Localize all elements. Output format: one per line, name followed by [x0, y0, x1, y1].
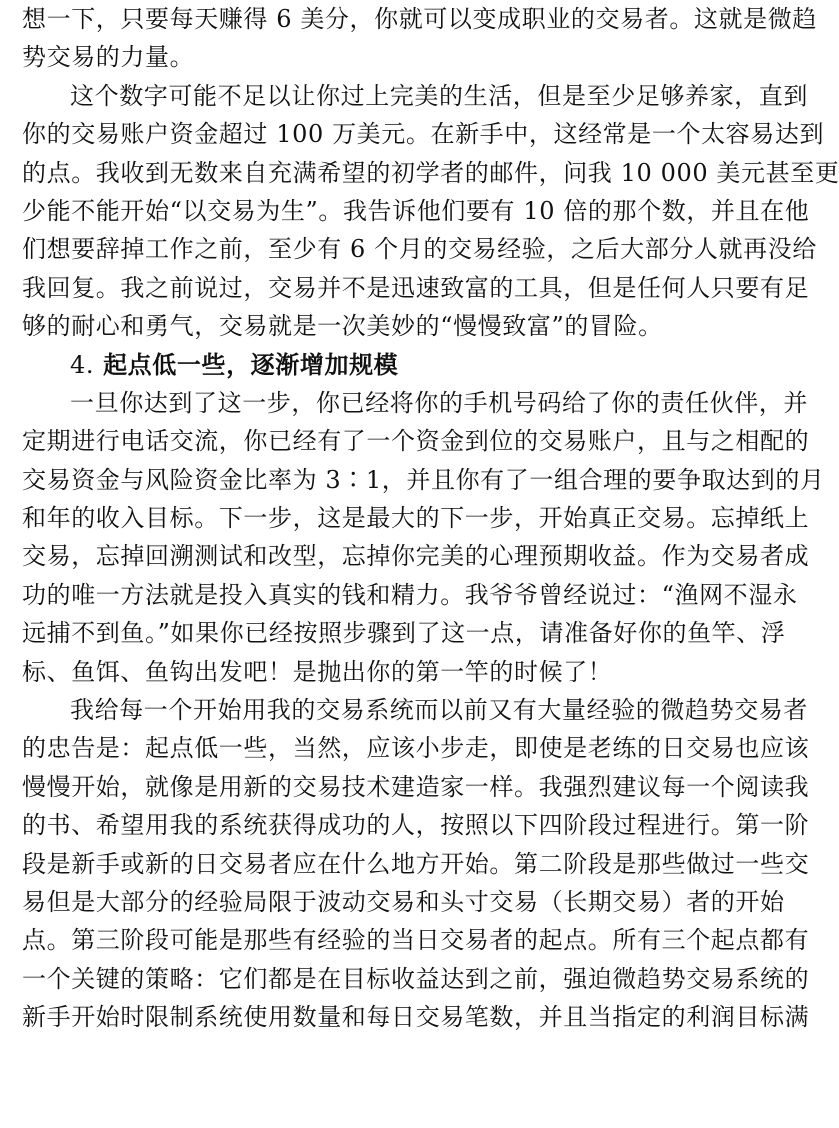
text-line: 交易，忘掉回溯测试和改型，忘掉你完美的心理预期收益。作为交易者成: [22, 542, 810, 571]
paragraph: [22, 0, 817, 77]
paragraph: [22, 691, 810, 1037]
paragraph: [22, 77, 839, 346]
text-line: 功的唯一方法就是投入真实的钱和精力。我爷爷曾经说过：“渔网不湿永: [22, 580, 798, 609]
text-line: 标、鱼饵、鱼钩出发吧！是抛出你的第一竿的时候了！: [22, 657, 613, 686]
text-line: 势交易的力量。: [22, 43, 195, 72]
text-line: 新手开始时限制系统使用数量和每日交易笔数，并且当指定的利润目标满: [22, 1003, 810, 1032]
paragraph: [22, 384, 825, 691]
text-line: 远捕不到鱼。”如果你已经按照步骤到了这一点，请准备好你的鱼竿、浮: [22, 619, 786, 648]
text-line: 的点。我收到无数来自充满希望的初学者的邮件，问我 10 000 美元甚至更: [22, 158, 839, 187]
text-line: 一旦你达到了这一步，你已经将你的手机号码给了你的责任伙伴，并: [70, 388, 808, 417]
section-heading: [22, 346, 732, 384]
text-line: 的书、希望用我的系统获得成功的人，按照以下四阶段过程进行。第一阶: [22, 811, 810, 840]
text-line: 够的耐心和勇气，交易就是一次美妙的“慢慢致富”的冒险。: [22, 312, 663, 341]
text-line: 易但是大部分的经验局限于波动交易和头寸交易（长期交易）者的开始: [22, 887, 785, 916]
text-line: 交易资金与风险资金比率为 3∶1，并且你有了一组合理的要争取达到的月: [22, 465, 825, 494]
text-line: 一个关键的策略：它们都是在目标收益达到之前，强迫微趋势交易系统的: [22, 964, 810, 993]
text-line: 想一下，只要每天赚得 6 美分，你就可以变成职业的交易者。这就是微趋: [22, 5, 817, 33]
book-page: [22, 0, 839, 1037]
text-line: 我给每一个开始用我的交易系统而以前又有大量经验的微趋势交易者: [70, 696, 808, 725]
text-line: 你的交易账户资金超过 100 万美元。在新手中，这经常是一个太容易达到: [22, 120, 825, 149]
text-line: 段是新手或新的日交易者应在什么地方开始。第二阶段是那些做过一些交: [22, 849, 810, 878]
text-line: 我回复。我之前说过，交易并不是迅速致富的工具，但是任何人只要有足: [22, 273, 810, 302]
section-title: 起点低一些，逐渐增加规模: [103, 350, 399, 379]
text-line: 点。第三阶段可能是那些有经验的当日交易者的起点。所有三个起点都有: [22, 926, 810, 955]
text-line: 少能不能开始“以交易为生”。我告诉他们要有 10 倍的那个数，并且在他: [22, 196, 810, 225]
text-line: 定期进行电话交流，你已经有了一个资金到位的交易账户，且与之相配的: [22, 427, 810, 456]
section-number: 4.: [70, 350, 95, 379]
text-line: 们想要辞掉工作之前，至少有 6 个月的交易经验，之后大部分人就再没给: [22, 235, 817, 264]
text-line: 这个数字可能不足以让你过上完美的生活，但是至少足够养家，直到: [70, 81, 808, 110]
text-line: 的忠告是：起点低一些，当然，应该小步走，即使是老练的日交易也应该: [22, 734, 810, 763]
text-line: 慢慢开始，就像是用新的交易技术建造家一样。我强烈建议每一个阅读我: [22, 772, 810, 801]
text-line: 和年的收入目标。下一步，这是最大的下一步，开始真正交易。忘掉纸上: [22, 504, 810, 533]
